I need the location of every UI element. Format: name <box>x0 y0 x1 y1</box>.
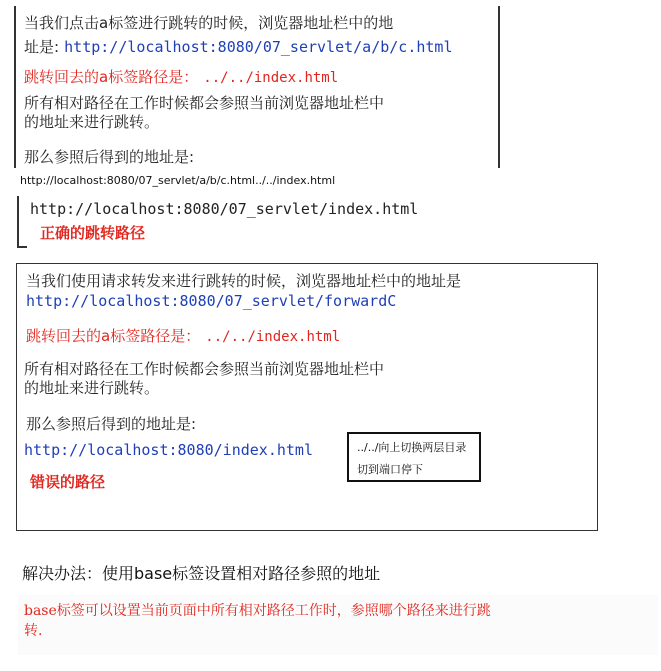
box3-line3 <box>26 325 340 346</box>
box1-line4: 所有相对路径在工作时候都会参照当前浏览器地址栏中 <box>24 94 385 112</box>
base-desc-line2: 转. <box>24 623 43 639</box>
box1-line3 <box>24 66 338 87</box>
combined-url: http://localhost:8080/07_servlet/a/b/c.html../../index.html <box>20 174 336 187</box>
base-desc-line1: base标签可以设置当前页面中所有相对路径工作时，参照哪个路径来进行跳 <box>24 603 491 619</box>
box3-line3-prefix: 跳转回去的a标签路径是： <box>26 327 201 345</box>
box1-line6: 那么参照后得到的地址是: <box>24 148 195 166</box>
box3-line5: 的地址来进行跳转。 <box>24 379 160 397</box>
solution-heading: 解决办法：使用base标签设置相对路径参照的地址 <box>22 564 381 583</box>
note-line1: ../../向上切换两层目录 <box>357 441 467 454</box>
box3-line6: 那么参照后得到的地址是: <box>26 415 197 433</box>
note-line2: 切到端口停下 <box>357 463 423 476</box>
box1-line2-prefix: 址是: <box>24 38 60 56</box>
box1-line5: 的地址来进行跳转。 <box>24 113 160 131</box>
box1-line1: 当我们点击a标签进行跳转的时候，浏览器地址栏中的地 <box>24 14 394 32</box>
correct-url: http://localhost:8080/07_servlet/index.html <box>30 200 419 218</box>
wrong-path-label: 错误的路径 <box>30 473 106 491</box>
box3-line1: 当我们使用请求转发来进行跳转的时候，浏览器地址栏中的地址是 <box>26 272 462 290</box>
box1-line3-prefix: 跳转回去的a标签路径是： <box>24 68 199 86</box>
correct-path-label: 正确的跳转路径 <box>40 224 146 242</box>
box3-url2: http://localhost:8080/index.html <box>24 441 313 459</box>
box3-line4: 所有相对路径在工作时候都会参照当前浏览器地址栏中 <box>24 360 385 378</box>
box1-url: http://localhost:8080/07_servlet/a/b/c.html <box>64 38 453 56</box>
box3-url1: http://localhost:8080/07_servlet/forwardC <box>26 292 397 310</box>
note-box <box>347 432 481 482</box>
box1-line3-path: ../../index.html <box>203 70 339 86</box>
box3-line3-path: ../../index.html <box>205 329 341 345</box>
box1-line2 <box>24 36 452 57</box>
